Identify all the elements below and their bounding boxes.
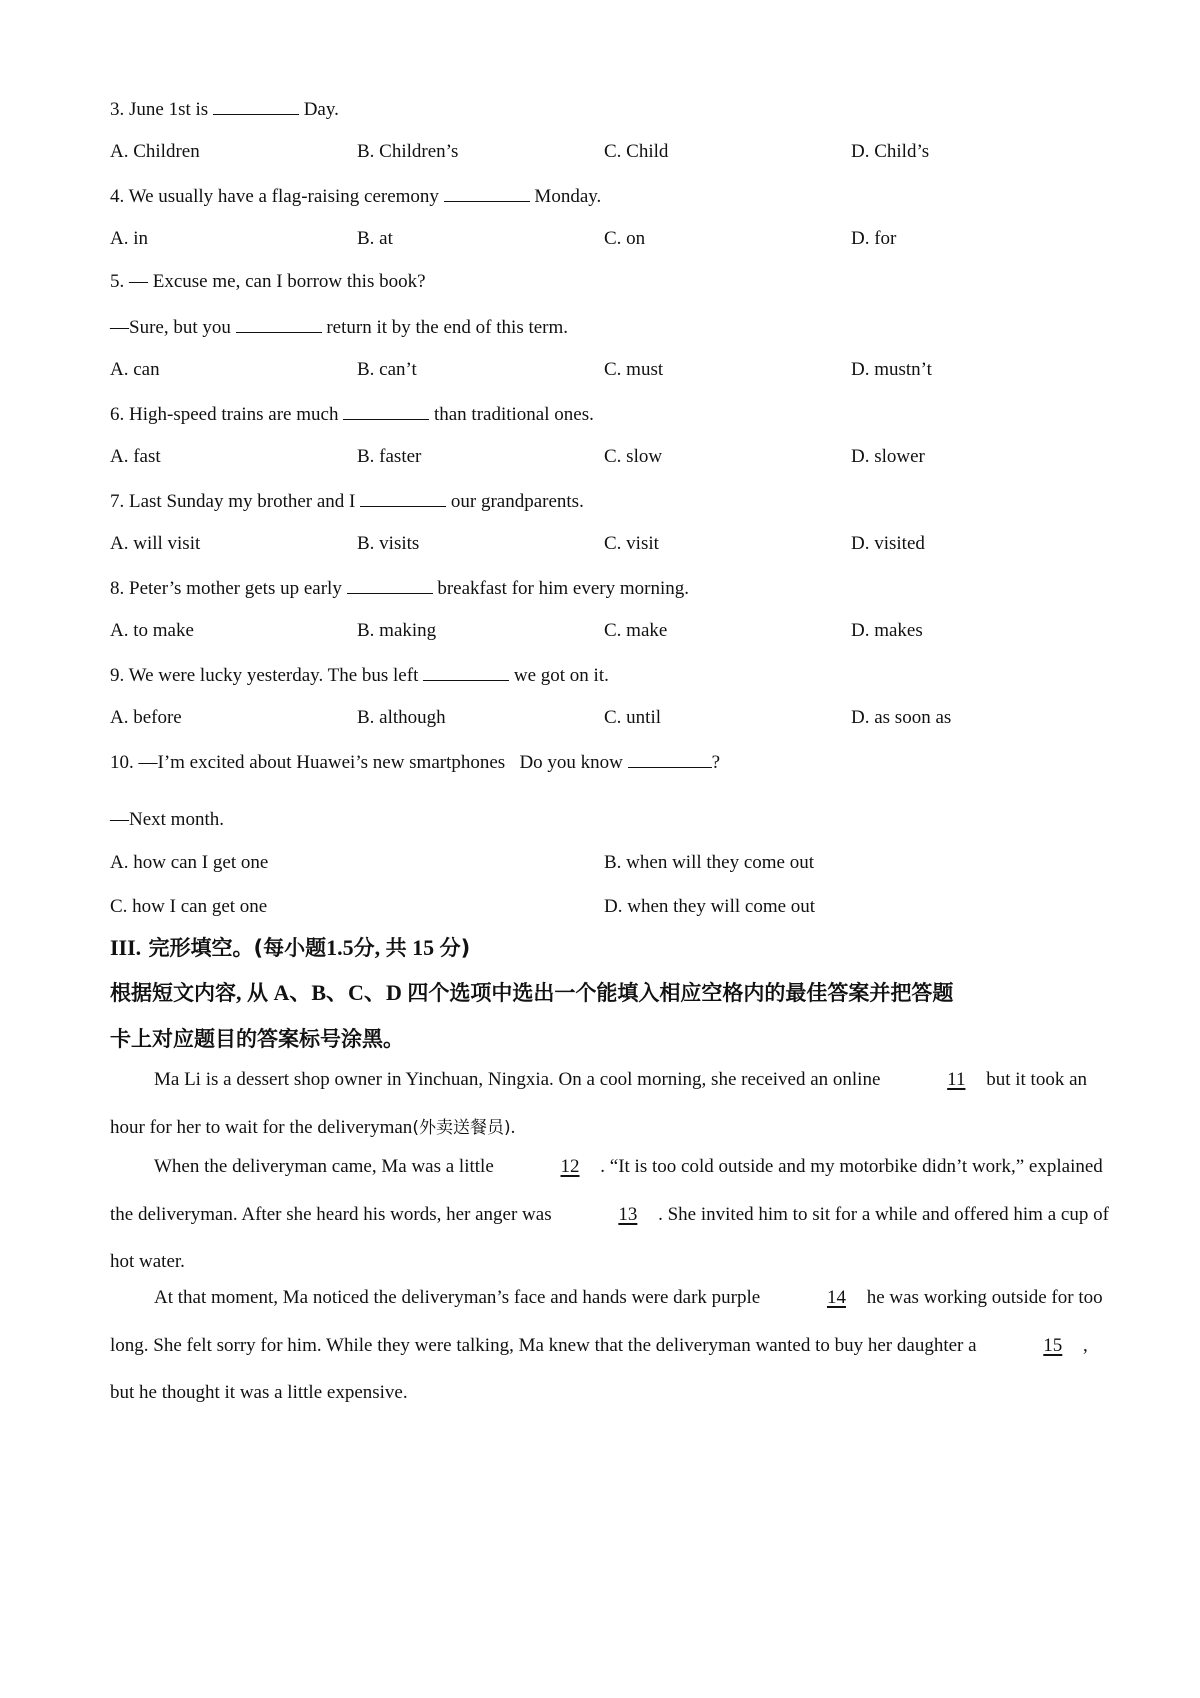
option-d: D. as soon as — [851, 707, 952, 728]
option-b: B. Children’s — [357, 141, 459, 162]
option-d: D. mustn’t — [851, 359, 932, 380]
option-c: C. make — [604, 620, 668, 641]
instruction-letters: A、B、C、D — [273, 980, 402, 1005]
option-a: A. in — [110, 228, 148, 249]
option-d: D. slower — [851, 446, 925, 467]
question-8-stem — [110, 575, 689, 601]
option-d: D. makes — [851, 620, 923, 641]
stem-text: ? — [711, 752, 721, 773]
question-5-stem-line1: 5. — Excuse me, can I borrow this book? — [110, 271, 426, 292]
answer-blank — [236, 314, 322, 333]
answer-blank — [628, 749, 712, 768]
option-b: B. although — [357, 707, 446, 728]
option-a: A. fast — [110, 446, 161, 467]
passage-text: but it took an hour for her to wait for the deliveryman — [110, 1069, 1088, 1138]
question-3-stem — [110, 96, 339, 122]
answer-blank — [423, 662, 509, 681]
option-a: A. how can I get one — [110, 852, 269, 873]
stem-text: return it by the end of this term. — [326, 317, 569, 338]
option-b: B. making — [357, 620, 437, 641]
question-5-stem — [110, 314, 568, 340]
option-b: B. visits — [357, 533, 420, 554]
passage-text-chinese: (外卖送餐员) — [412, 1117, 511, 1138]
section-total: 15 — [412, 935, 435, 960]
answer-blank — [343, 401, 429, 420]
passage-text: Ma Li is a dessert shop owner in Yinchuan, Ningxia. On a cool morning, she received an online — [154, 1069, 881, 1090]
option-c: C. slow — [604, 446, 663, 467]
stem-text: —Sure, but you — [110, 317, 231, 338]
passage-text: , but he thought it was a little expensive. — [110, 1334, 1088, 1403]
option-c: C. visit — [604, 533, 659, 554]
stem-text: 10. —I’m excited about Huawei’s new smartphones Do you know — [110, 752, 623, 773]
option-c: C. must — [604, 359, 664, 380]
question-10-reply: —Next month. — [110, 809, 224, 830]
cloze-blank-14: 14 — [826, 1287, 846, 1308]
instruction-text: 根据短文内容 — [110, 981, 236, 1005]
answer-blank — [444, 183, 530, 202]
stem-text: 8. Peter’s mother gets up early — [110, 578, 342, 599]
passage-text: . — [510, 1116, 516, 1138]
option-b: B. at — [357, 228, 393, 249]
option-b: B. faster — [357, 446, 422, 467]
passage-paragraph-1 — [110, 1056, 1110, 1152]
option-b: B. when will they come out — [604, 852, 815, 873]
cloze-blank-15: 15 — [1043, 1334, 1063, 1356]
cloze-blank-13: 13 — [618, 1203, 638, 1225]
option-c: C. until — [604, 707, 662, 728]
stem-text: breakfast for him every morning. — [437, 578, 689, 599]
option-d: D. for — [851, 228, 897, 249]
option-c: C. on — [604, 228, 646, 249]
instruction-text: 从 — [247, 981, 268, 1005]
question-10-stem — [110, 749, 720, 775]
passage-text: . “It is too cold outside and my motorbike didn’t work,” explained the deliveryman. After she heard his words, her anger was — [110, 1156, 1103, 1225]
passage-paragraph-3 — [110, 1274, 1110, 1417]
cloze-blank-11: 11 — [947, 1069, 966, 1090]
answer-blank — [347, 575, 433, 594]
section-title-text: 分) — [439, 936, 471, 960]
option-d: D. Child’s — [851, 141, 930, 162]
option-c: C. how I can get one — [110, 896, 268, 917]
section-3-title: III. 完形填空。(每小题1.5分, 共 15 分) — [110, 935, 471, 960]
question-4-stem — [110, 183, 601, 209]
stem-text: we got on it. — [513, 665, 609, 686]
passage-paragraph-2 — [110, 1143, 1110, 1286]
question-6-stem — [110, 401, 594, 427]
passage-text: . She invited him to sit for a while and offered him a cup of hot water. — [110, 1203, 1109, 1272]
section-3-instructions: 根据短文内容, 从 A、B、C、D 四个选项中选出一个能填入相应空格内的最佳答案并把答题 卡上对应题目的答案标号涂黑。 — [110, 980, 954, 1051]
stem-text: Day. — [303, 99, 339, 120]
instruction-text: 卡上对应题目的答案标号涂黑。 — [110, 1027, 404, 1051]
stem-text: our grandparents. — [450, 491, 584, 512]
stem-text: 9. We were lucky yesterday. The bus left — [110, 665, 419, 686]
section-number: III. — [110, 935, 142, 960]
stem-text: 7. Last Sunday my brother and I — [110, 491, 356, 512]
cloze-blank-12: 12 — [560, 1156, 580, 1177]
stem-text: 6. High-speed trains are much — [110, 404, 339, 425]
stem-text: 4. We usually have a flag-raising ceremony — [110, 186, 439, 207]
option-a: A. before — [110, 707, 182, 728]
section-score: 1.5 — [326, 935, 354, 960]
option-a: A. Children — [110, 141, 200, 162]
question-7-stem — [110, 488, 584, 514]
question-9-stem — [110, 662, 609, 688]
section-title-text: 完形填空。(每小题 — [148, 936, 327, 960]
passage-text: When the deliveryman came, Ma was a little — [154, 1156, 494, 1177]
answer-blank — [213, 96, 299, 115]
option-a: A. can — [110, 359, 160, 380]
option-c: C. Child — [604, 141, 669, 162]
stem-text: 3. June 1st is — [110, 99, 209, 120]
passage-text: he was working outside for too long. She felt sorry for him. While they were talking, Ma knew that the deliveryman wanted to buy her daughter a — [110, 1287, 1103, 1356]
option-b: B. can’t — [357, 359, 417, 380]
passage-text: At that moment, Ma noticed the deliveryman’s face and hands were dark purple — [154, 1287, 761, 1308]
instruction-text: 四个选项中选出一个能填入相应空格内的最佳答案并把答题 — [407, 981, 954, 1005]
option-d: D. visited — [851, 533, 925, 554]
stem-text: Monday. — [534, 186, 602, 207]
option-a: A. will visit — [110, 533, 201, 554]
section-title-text: 共 — [385, 936, 407, 960]
section-title-text: 分 — [353, 936, 375, 960]
option-d: D. when they will come out — [604, 896, 816, 917]
stem-text: than traditional ones. — [433, 404, 594, 425]
option-a: A. to make — [110, 620, 194, 641]
answer-blank — [360, 488, 446, 507]
